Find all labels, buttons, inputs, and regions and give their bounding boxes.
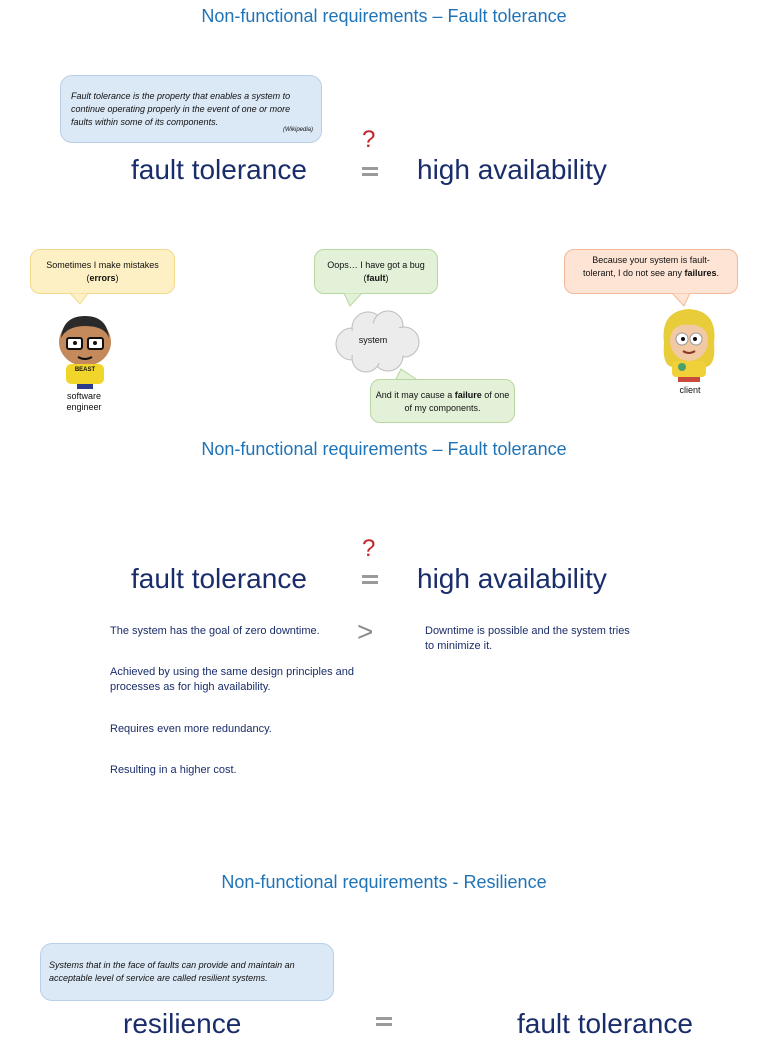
bug-bubble-tail xyxy=(344,293,364,307)
definition-source: (Wikipedia) xyxy=(283,127,313,133)
resilience-term: resilience xyxy=(123,1008,242,1039)
resilience-quote-text: Systems that in the face of faults can provide and maintain an acceptable level of service are called resilient systems. xyxy=(49,960,295,983)
definition-text: Fault tolerance is the property that enables a system to continue operating properly in the event of one or more faults within some of its components. xyxy=(71,91,291,127)
definition-quote xyxy=(60,75,322,143)
slide-2-title: Non-functional requirements – Fault tolerance xyxy=(201,439,567,459)
point-redundancy: Requires even more redundancy. xyxy=(110,723,272,735)
fault-tolerance-term: fault tolerance xyxy=(517,1008,693,1039)
equals-sign xyxy=(362,575,378,584)
point-downtime-possible: Downtime is possible and the system tries to minimize it. xyxy=(425,625,630,652)
high-availability-term: high availability xyxy=(417,154,607,185)
fault-tolerance-term: fault tolerance xyxy=(131,154,307,185)
engineer-bubble-text: Sometimes I make mistakes xyxy=(46,260,159,270)
failure-speech-bubble xyxy=(370,379,515,423)
engineer-speech-bubble: Sometimes I make mistakes (errors) xyxy=(30,249,175,294)
shirt-text: BEAST xyxy=(74,367,96,373)
failure-text-before: And it may cause a xyxy=(375,390,453,400)
fault-word: fault xyxy=(366,273,386,283)
equals-sign xyxy=(362,167,378,176)
high-availability-term: high availability xyxy=(417,563,607,594)
slide-3-title: Non-functional requirements - Resilience xyxy=(221,872,547,892)
failures-word: failures xyxy=(684,268,717,278)
client-label: client xyxy=(679,385,701,395)
point-design-principles: Achieved by using the same design principles and processes as for high availability. xyxy=(110,666,354,693)
question-mark: ? xyxy=(362,535,376,562)
bug-bubble-text: Oops… I have got a bug xyxy=(327,260,425,270)
slide-1-title: Non-functional requirements – Fault tolerance xyxy=(201,6,567,26)
point-higher-cost: Resulting in a higher cost. xyxy=(110,764,237,776)
failure-word: failure xyxy=(454,390,482,400)
client-bubble-period: . xyxy=(716,268,720,278)
fault-tolerance-term: fault tolerance xyxy=(131,563,307,594)
greater-than-symbol: > xyxy=(357,616,374,647)
client-avatar xyxy=(658,305,720,383)
resilience-quote xyxy=(40,943,334,1001)
client-speech-bubble xyxy=(564,249,738,294)
engineer-bubble-tail xyxy=(70,293,90,305)
engineer-label: software engineer xyxy=(66,391,102,412)
point-zero-downtime: The system has the goal of zero downtime. xyxy=(110,625,320,637)
failure-text-after: of one of my components. xyxy=(404,390,510,413)
question-mark: ? xyxy=(362,126,376,153)
software-engineer-avatar xyxy=(57,312,113,390)
bug-speech-bubble: Oops… I have got a bug (fault) xyxy=(314,249,438,294)
system-label: system xyxy=(358,335,388,345)
equals-sign xyxy=(376,1017,392,1026)
errors-word: errors xyxy=(89,273,116,283)
client-bubble-text: Because your system is fault-tolerant, I do not see any xyxy=(582,255,710,278)
